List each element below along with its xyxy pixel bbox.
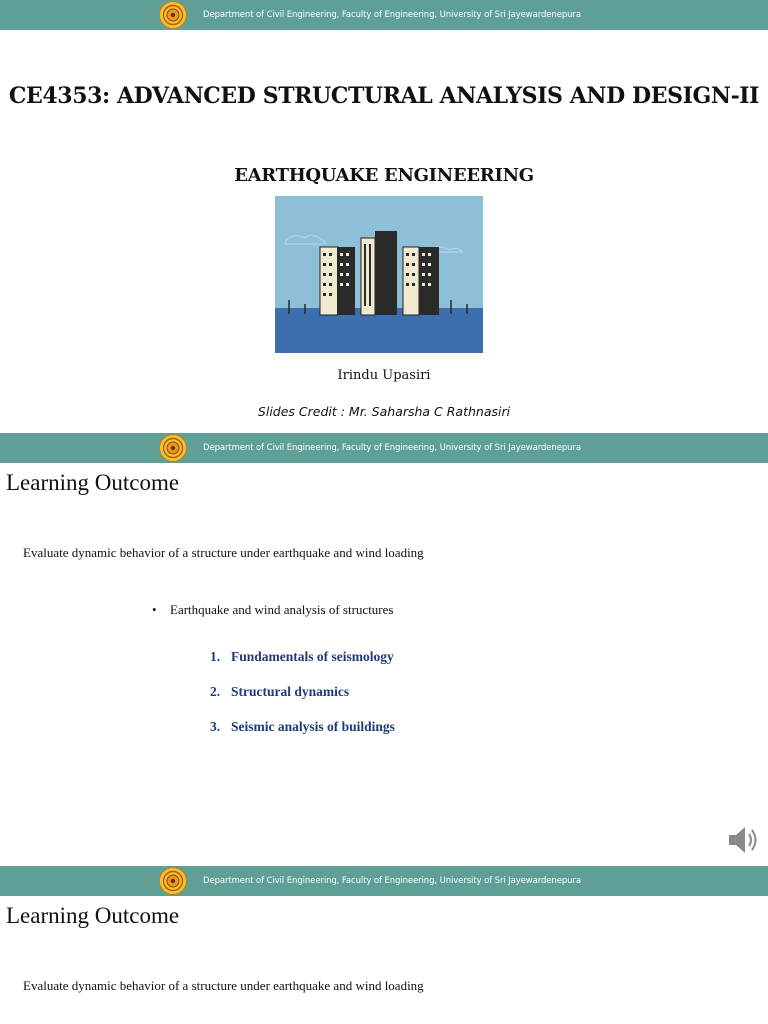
bullet-mark: • <box>152 602 157 617</box>
university-seal-icon <box>159 1 187 29</box>
header-band <box>0 433 768 463</box>
department-text: Department of Civil Engineering, Faculty of Engineering, University of Sri Jayewardenepura <box>203 876 581 886</box>
slide-2 <box>0 433 768 866</box>
topic-title: EARTHQUAKE ENGINEERING <box>234 165 534 186</box>
list-item-label: Fundamentals of seismology <box>231 649 394 664</box>
header-band <box>0 0 768 30</box>
list-item-number: 3. <box>210 719 221 734</box>
course-title: CE4353: ADVANCED STRUCTURAL ANALYSIS AND DESIGN-II <box>8 83 760 109</box>
list-item-number: 2. <box>210 684 221 699</box>
section-title: Learning Outcome <box>6 470 180 495</box>
city-skyline-illustration <box>275 196 483 353</box>
slide-1 <box>0 0 768 433</box>
header-band <box>0 866 768 896</box>
section-title: Learning Outcome <box>6 903 180 928</box>
list-item <box>210 719 395 735</box>
outcome-text: Evaluate dynamic behavior of a structure under earthquake and wind loading <box>23 978 424 993</box>
speaker-icon[interactable] <box>726 824 760 856</box>
department-text: Department of Civil Engineering, Faculty of Engineering, University of Sri Jayewardenepura <box>203 10 581 20</box>
author-name: Irindu Upasiri <box>337 368 431 383</box>
list-item <box>210 649 394 665</box>
slide-3 <box>0 866 768 1024</box>
list-item-number: 1. <box>210 649 221 664</box>
slides-credit: Slides Credit : Mr. Saharsha C Rathnasiri <box>257 404 511 419</box>
university-seal-icon <box>159 434 187 462</box>
outcome-text: Evaluate dynamic behavior of a structure under earthquake and wind loading <box>23 545 424 560</box>
university-seal-icon <box>159 867 187 895</box>
list-item <box>210 684 349 700</box>
bullet-text: Earthquake and wind analysis of structures <box>170 602 394 617</box>
department-text: Department of Civil Engineering, Faculty of Engineering, University of Sri Jayewardenepura <box>203 443 581 453</box>
list-item-label: Structural dynamics <box>231 684 350 699</box>
bullet-item <box>152 602 393 618</box>
list-item-label: Seismic analysis of buildings <box>231 719 395 734</box>
